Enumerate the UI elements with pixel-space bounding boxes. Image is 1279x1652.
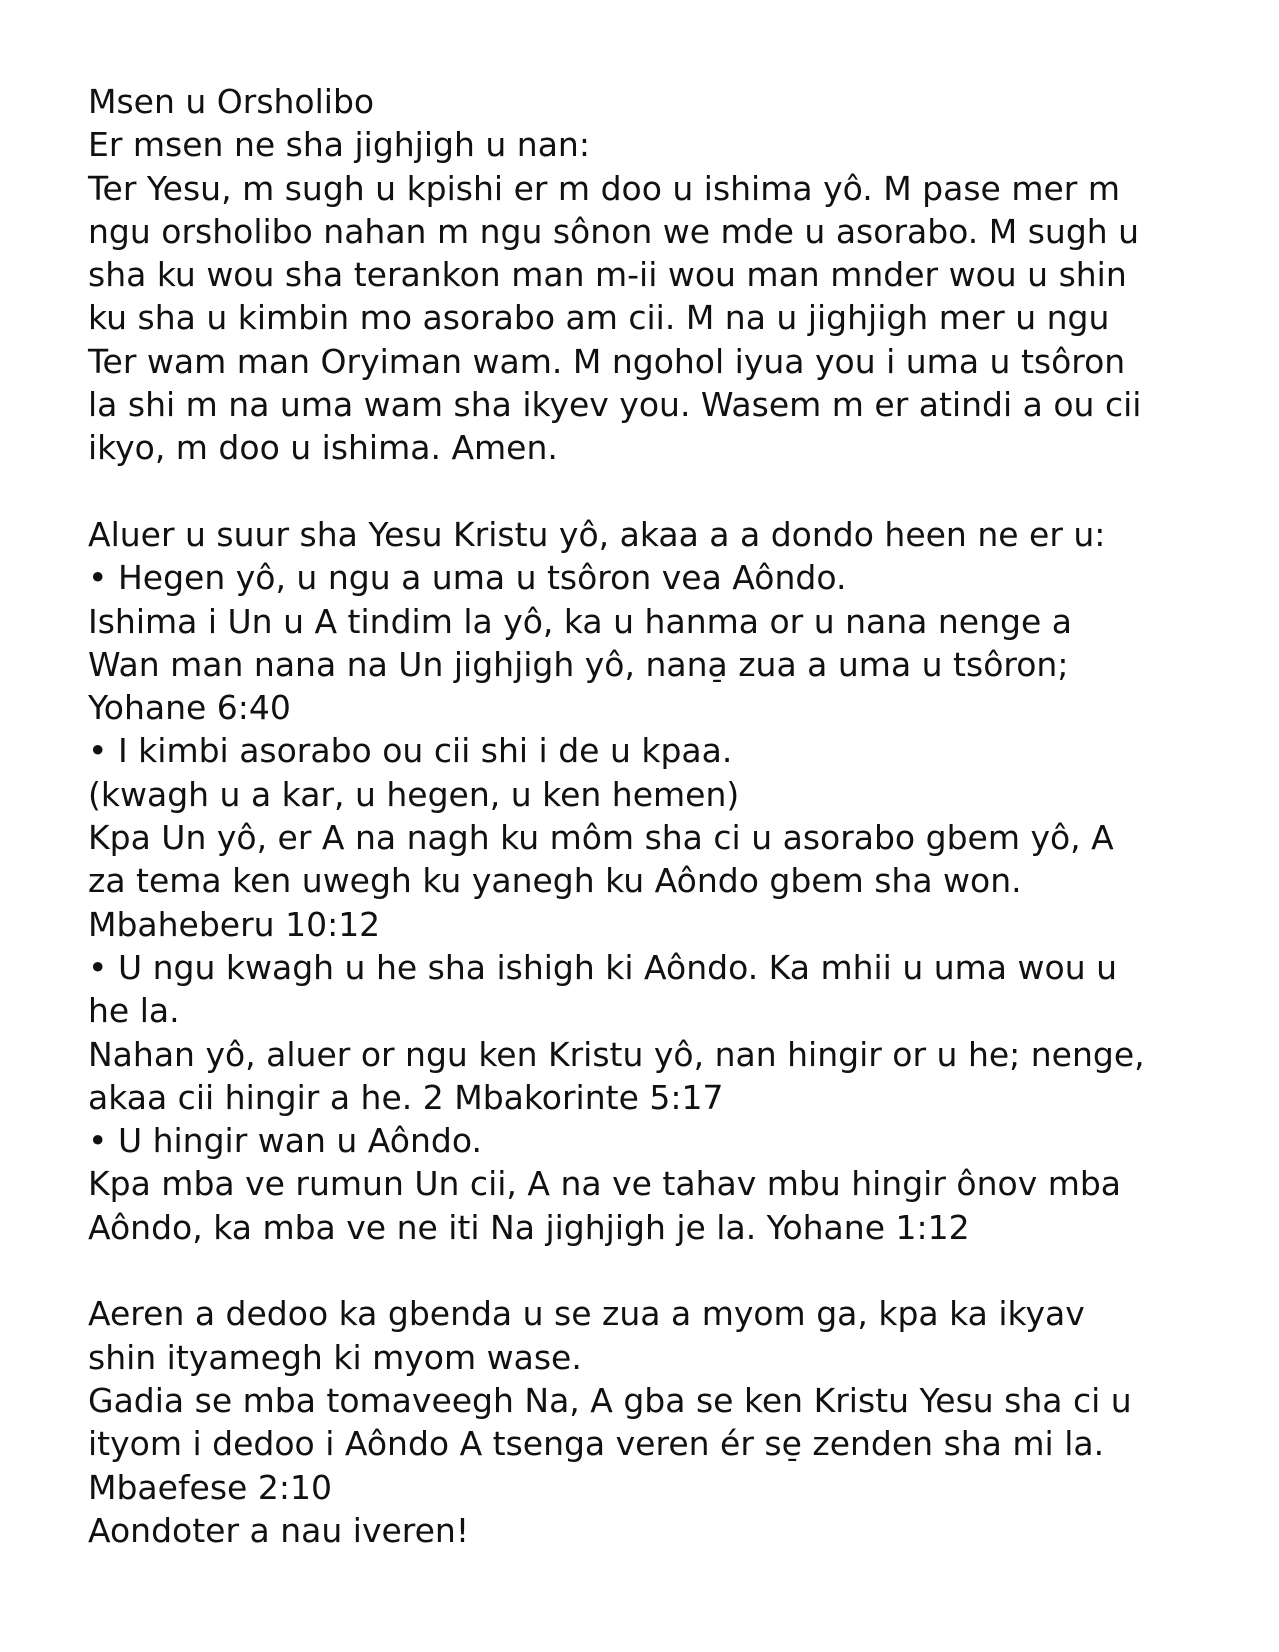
text-line: Nahan yô, aluer or ngu ken Kristu yô, nan hingir or u he; nenge, bbox=[88, 1034, 1145, 1074]
document-title: Msen u Orsholibo bbox=[88, 82, 375, 121]
text-line: Aluer u suur sha Yesu Kristu yô, akaa a a dondo heen ne er u: bbox=[88, 514, 1106, 554]
bullet-item: • Hegen yô, u ngu a uma u tsôron vea Aôndo. bbox=[88, 558, 847, 598]
text-line: Wan man nana na Un jighjigh yô, nana̠ zua a uma u tsôron; bbox=[88, 644, 1069, 684]
paragraph-spacer bbox=[88, 1249, 1208, 1292]
text-line: he la. bbox=[88, 991, 180, 1031]
text-line: sha ku wou sha terankon man m-ii wou man mnder wou u shin bbox=[88, 255, 1127, 295]
bullet-item: • U hingir wan u Aôndo. bbox=[88, 1121, 482, 1161]
bullet-item: • I kimbi asorabo ou cii shi i de u kpaa. bbox=[88, 731, 733, 771]
text-line: Ishima i Un u A tindim la yô, ka u hanma or u nana nenge a bbox=[88, 601, 1072, 641]
text-line: Aeren a dedoo ka gbenda u se zua a myom ga, kpa ka ikyav bbox=[88, 1294, 1085, 1334]
text-line: ikyo, m doo u ishima. Amen. bbox=[88, 428, 558, 468]
text-line: Gadia se mba tomaveegh Na, A gba se ken Kristu Yesu sha ci u bbox=[88, 1380, 1132, 1420]
text-line: Ter Yesu, m sugh u kpishi er m doo u ishima yô. M pase mer m bbox=[88, 168, 1120, 208]
text-line: Kpa mba ve rumun Un cii, A na ve tahav mbu hingir ônov mba bbox=[88, 1164, 1122, 1204]
text-line: Ter wam man Oryiman wam. M ngohol iyua you i uma u tsôron bbox=[88, 341, 1126, 381]
text-line: ityom i dedoo i Aôndo A tsenga veren ér se̠ zenden sha mi la. bbox=[88, 1424, 1105, 1464]
text-line: (kwagh u a kar, u hegen, u ken hemen) bbox=[88, 774, 740, 814]
text-line: Er msen ne sha jighjigh u nan: bbox=[88, 125, 590, 165]
text-line: shin ityamegh ki myom wase. bbox=[88, 1337, 582, 1377]
bullet-item: • U ngu kwagh u he sha ishigh ki Aôndo. Ka mhii u uma wou u bbox=[88, 947, 1118, 987]
document-body bbox=[88, 80, 1208, 1552]
text-line: Kpa Un yô, er A na nagh ku môm sha ci u asorabo gbem yô, A bbox=[88, 818, 1114, 858]
text-line: za tema ken uwegh ku yanegh ku Aôndo gbem sha won. bbox=[88, 861, 1022, 901]
text-line: ku sha u kimbin mo asorabo am cii. M na u jighjigh mer u ngu bbox=[88, 298, 1110, 338]
text-line: ngu orsholibo nahan m ngu sônon we mde u asorabo. M sugh u bbox=[88, 211, 1140, 251]
scripture-reference: Yohane 6:40 bbox=[88, 688, 291, 728]
text-line: Aôndo, ka mba ve ne iti Na jighjigh je la. Yohane 1:12 bbox=[88, 1207, 970, 1247]
text-line: akaa cii hingir a he. 2 Mbakorinte 5:17 bbox=[88, 1077, 724, 1117]
scripture-reference: Mbaheberu 10:12 bbox=[88, 904, 381, 944]
paragraph-spacer bbox=[88, 470, 1208, 513]
scripture-reference: Mbaefese 2:10 bbox=[88, 1467, 332, 1507]
closing-line: Aondoter a nau iveren! bbox=[88, 1510, 470, 1550]
text-line: la shi m na uma wam sha ikyev you. Wasem m er atindi a ou cii bbox=[88, 385, 1142, 425]
